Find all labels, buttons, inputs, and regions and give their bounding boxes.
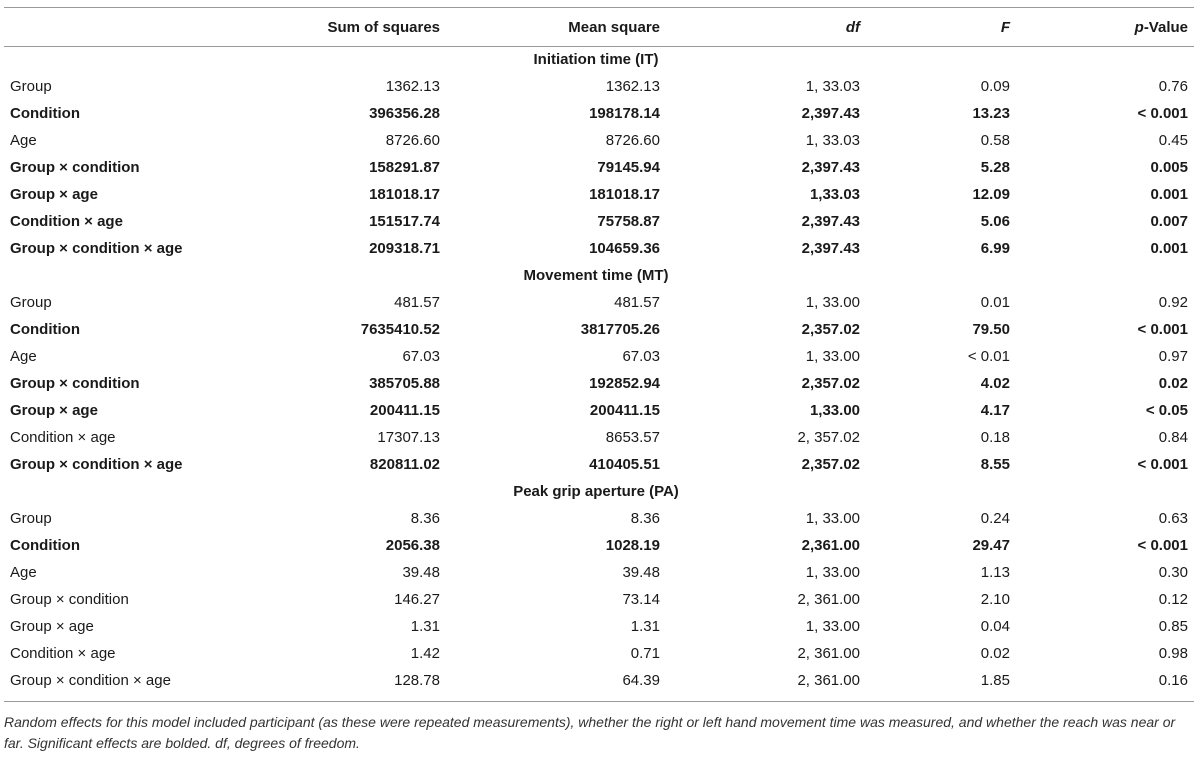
cell-p-value: < 0.001 [1137, 456, 1188, 473]
header-p-suffix: -Value [1143, 18, 1188, 36]
row-label: Condition × age [10, 429, 116, 446]
cell-df: 1,33.03 [809, 186, 860, 203]
cell-sum-of-squares: 158291.87 [369, 159, 440, 176]
cell-f: 6.99 [980, 240, 1010, 257]
header-mean-square: Mean square [568, 18, 660, 36]
cell-df: 2, 361.00 [797, 672, 860, 689]
cell-df: 2,361.00 [801, 537, 860, 554]
table-row [4, 424, 1194, 451]
cell-sum-of-squares: 146.27 [394, 591, 440, 608]
cell-df: 2, 357.02 [797, 429, 860, 446]
table-footnote: Random effects for this model included participant (as these were repeated measurements), whether the right or left hand movement time was measured, and whether the reach was near or far. Significant effects are bolded. df, degrees of freedom. [4, 714, 1176, 751]
cell-sum-of-squares: 1.31 [410, 618, 440, 635]
cell-f: 12.09 [972, 186, 1010, 203]
cell-mean-square: 192852.94 [589, 375, 660, 392]
cell-f: 4.17 [980, 402, 1010, 419]
cell-f: 29.47 [972, 537, 1010, 554]
cell-sum-of-squares: 17307.13 [377, 429, 440, 446]
cell-p-value: 0.30 [1158, 564, 1188, 581]
cell-mean-square: 0.71 [630, 645, 660, 662]
row-label: Condition [10, 105, 80, 122]
row-label: Group × condition [10, 375, 140, 392]
cell-mean-square: 73.14 [622, 591, 660, 608]
cell-mean-square: 64.39 [622, 672, 660, 689]
table-row [4, 343, 1194, 370]
cell-df: 2,397.43 [801, 240, 860, 257]
cell-p-value: 0.12 [1158, 591, 1188, 608]
table-row [4, 613, 1194, 640]
cell-mean-square: 181018.17 [589, 186, 660, 203]
cell-df: 1, 33.00 [805, 564, 860, 581]
cell-df: 2, 361.00 [797, 591, 860, 608]
row-label: Group × age [10, 186, 98, 203]
cell-f: 8.55 [980, 456, 1010, 473]
cell-sum-of-squares: 8.36 [410, 510, 440, 527]
cell-df: 2,357.02 [801, 375, 860, 392]
table-row [4, 208, 1194, 235]
cell-sum-of-squares: 151517.74 [369, 213, 440, 230]
cell-sum-of-squares: 481.57 [394, 294, 440, 311]
row-label: Age [10, 348, 37, 365]
row-label: Condition × age [10, 645, 116, 662]
anova-table [4, 8, 1194, 694]
cell-df: 1,33.00 [809, 402, 860, 419]
header-f [866, 8, 1016, 46]
row-label: Condition [10, 321, 80, 338]
cell-sum-of-squares: 200411.15 [369, 402, 440, 419]
cell-mean-square: 200411.15 [589, 402, 660, 419]
cell-p-value: 0.98 [1158, 645, 1188, 662]
header-p-prefix: p [1134, 18, 1144, 36]
cell-p-value: 0.97 [1158, 348, 1188, 365]
table-row [4, 100, 1194, 127]
cell-sum-of-squares: 396356.28 [369, 105, 440, 122]
cell-p-value: 0.92 [1158, 294, 1188, 311]
cell-f: 1.85 [980, 672, 1010, 689]
cell-p-value: 0.45 [1158, 132, 1188, 149]
table-row [4, 505, 1194, 532]
table-row [4, 667, 1194, 694]
cell-f: 0.18 [980, 429, 1010, 446]
cell-sum-of-squares: 7635410.52 [360, 321, 440, 338]
cell-f: 0.09 [980, 78, 1010, 95]
cell-p-value: 0.63 [1158, 510, 1188, 527]
cell-sum-of-squares: 820811.02 [369, 456, 440, 473]
cell-p-value: < 0.001 [1137, 537, 1188, 554]
table-row [4, 640, 1194, 667]
cell-sum-of-squares: 8726.60 [385, 132, 440, 149]
cell-f: < 0.01 [967, 348, 1010, 365]
cell-df: 2,357.02 [801, 456, 860, 473]
cell-sum-of-squares: 209318.71 [369, 240, 440, 257]
cell-mean-square: 8.36 [630, 510, 660, 527]
cell-p-value: 0.001 [1150, 240, 1188, 257]
header-sum-of-squares: Sum of squares [327, 18, 440, 36]
cell-p-value: 0.005 [1150, 159, 1188, 176]
cell-sum-of-squares: 1.42 [410, 645, 440, 662]
cell-p-value: 0.007 [1150, 213, 1188, 230]
cell-sum-of-squares: 128.78 [394, 672, 440, 689]
row-label: Group × condition [10, 159, 140, 176]
cell-df: 1, 33.03 [805, 78, 860, 95]
table-row [4, 154, 1194, 181]
cell-p-value: 0.84 [1158, 429, 1188, 446]
cell-df: 1, 33.00 [805, 348, 860, 365]
cell-df: 1, 33.00 [805, 510, 860, 527]
cell-f: 0.58 [980, 132, 1010, 149]
row-label: Group × condition [10, 591, 129, 608]
row-label: Age [10, 132, 37, 149]
cell-sum-of-squares: 67.03 [402, 348, 440, 365]
table-row [4, 451, 1194, 478]
cell-mean-square: 104659.36 [589, 240, 660, 257]
header-f-text: F [1000, 18, 1010, 36]
header-effect [4, 8, 274, 46]
cell-f: 0.02 [980, 645, 1010, 662]
row-label: Group × condition × age [10, 672, 171, 689]
cell-f: 13.23 [972, 105, 1010, 122]
cell-p-value: < 0.001 [1137, 321, 1188, 338]
cell-f: 0.04 [980, 618, 1010, 635]
cell-f: 0.24 [980, 510, 1010, 527]
cell-df: 2,397.43 [801, 213, 860, 230]
cell-p-value: 0.02 [1158, 375, 1188, 392]
cell-mean-square: 8653.57 [605, 429, 660, 446]
row-label: Group × age [10, 402, 98, 419]
row-label: Group [10, 510, 52, 527]
cell-p-value: < 0.001 [1137, 105, 1188, 122]
cell-f: 79.50 [972, 321, 1010, 338]
row-label: Condition [10, 537, 80, 554]
row-label: Age [10, 564, 37, 581]
cell-mean-square: 1028.19 [605, 537, 660, 554]
cell-df: 2, 361.00 [797, 645, 860, 662]
cell-mean-square: 67.03 [622, 348, 660, 365]
cell-f: 0.01 [980, 294, 1010, 311]
cell-df: 2,397.43 [801, 105, 860, 122]
row-label: Group × age [10, 618, 94, 635]
cell-p-value: 0.76 [1158, 78, 1188, 95]
cell-df: 2,397.43 [801, 159, 860, 176]
header-df-text: df [845, 18, 860, 36]
table-row [4, 181, 1194, 208]
cell-f: 2.10 [980, 591, 1010, 608]
row-label: Group × condition × age [10, 240, 183, 257]
cell-sum-of-squares: 1362.13 [385, 78, 440, 95]
cell-mean-square: 3817705.26 [580, 321, 660, 338]
table-row [4, 532, 1194, 559]
cell-df: 2,357.02 [801, 321, 860, 338]
section-header-row [4, 262, 1194, 289]
table-row [4, 289, 1194, 316]
section-header-row [4, 478, 1194, 505]
header-p-value [1016, 8, 1194, 46]
row-label: Group × condition × age [10, 456, 183, 473]
table-row [4, 559, 1194, 586]
cell-mean-square: 8726.60 [605, 132, 660, 149]
cell-sum-of-squares: 2056.38 [385, 537, 440, 554]
cell-f: 5.28 [980, 159, 1010, 176]
cell-mean-square: 410405.51 [589, 456, 660, 473]
cell-mean-square: 198178.14 [589, 105, 660, 122]
row-label: Group [10, 294, 52, 311]
cell-mean-square: 1.31 [630, 618, 660, 635]
table-row [4, 316, 1194, 343]
table-row [4, 127, 1194, 154]
cell-mean-square: 481.57 [614, 294, 660, 311]
cell-mean-square: 39.48 [622, 564, 660, 581]
cell-p-value: 0.16 [1158, 672, 1188, 689]
header-df [666, 8, 866, 46]
table-row [4, 235, 1194, 262]
table-row [4, 73, 1194, 100]
cell-mean-square: 75758.87 [597, 213, 660, 230]
table-row [4, 397, 1194, 424]
cell-mean-square: 79145.94 [597, 159, 660, 176]
row-label: Group [10, 78, 52, 95]
cell-p-value: < 0.05 [1145, 402, 1188, 419]
cell-df: 1, 33.00 [805, 294, 860, 311]
cell-f: 4.02 [980, 375, 1010, 392]
row-label: Condition × age [10, 213, 123, 230]
cell-sum-of-squares: 385705.88 [369, 375, 440, 392]
cell-f: 1.13 [980, 564, 1010, 581]
cell-mean-square: 1362.13 [605, 78, 660, 95]
section-title: Movement time (MT) [523, 267, 669, 284]
table-row [4, 586, 1194, 613]
cell-sum-of-squares: 181018.17 [369, 186, 440, 203]
section-title: Peak grip aperture (PA) [513, 483, 679, 500]
table-row [4, 370, 1194, 397]
cell-sum-of-squares: 39.48 [402, 564, 440, 581]
cell-df: 1, 33.00 [805, 618, 860, 635]
table-body [4, 46, 1194, 694]
bottom-rule [4, 701, 1194, 702]
cell-f: 5.06 [980, 213, 1010, 230]
header-row [4, 8, 1194, 46]
section-header-row [4, 46, 1194, 73]
cell-p-value: 0.85 [1158, 618, 1188, 635]
cell-p-value: 0.001 [1150, 186, 1188, 203]
section-title: Initiation time (IT) [533, 51, 659, 68]
cell-df: 1, 33.03 [805, 132, 860, 149]
